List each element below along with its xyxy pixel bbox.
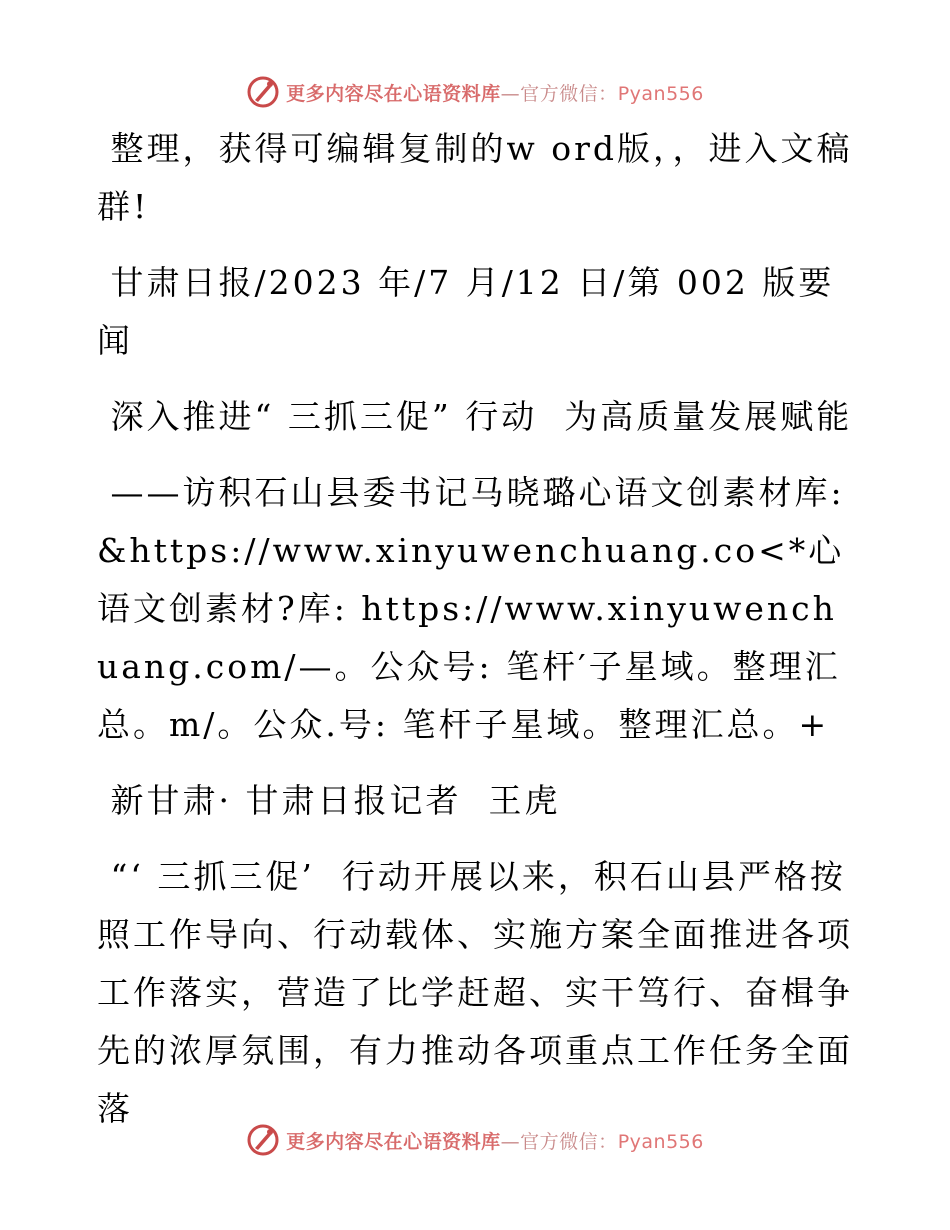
watermark-separator: — — [500, 82, 521, 105]
watermark-separator: — — [500, 1130, 521, 1153]
watermark-text — [286, 1127, 704, 1154]
brush-circle-logo-icon — [246, 1123, 280, 1157]
paragraph-intro: 整理，获得可编辑复制的w ord版，，进入文稿群! — [97, 129, 853, 226]
brush-circle-logo-icon — [246, 75, 280, 109]
watermark-wechat-label: 官方微信： — [520, 1130, 618, 1153]
watermark-wechat-id: Pyan556 — [617, 1130, 704, 1153]
article-title: 深入推进“ 三抓三促” 行动 为高质量发展赋能 — [97, 397, 853, 436]
header-watermark — [0, 72, 950, 112]
watermark-brand: 更多内容尽在心语资料库 — [286, 1130, 501, 1153]
watermark-wechat-id: Pyan556 — [617, 82, 704, 105]
watermark-text — [286, 79, 704, 106]
footer-watermark — [0, 1120, 950, 1160]
paragraph-source-line: 甘肃日报/2023 年/7 月/12 日/第 002 版要闻 — [97, 263, 835, 360]
watermark-brand: 更多内容尽在心语资料库 — [286, 82, 501, 105]
article-byline: 新甘肃· 甘肃日报记者 王虎 — [97, 781, 561, 820]
article-subtitle: ——访积石山县委书记马晓璐心语文创素材库: &https://www.xinyuwenchuang.co<*心语文创素材?库: https://www.xinyuwenchuang.com/—。公众号: 笔杆′子星域。整理汇总。m/。公众.号: 笔杆子星域。整理汇总。+ — [97, 473, 859, 744]
document-body — [97, 120, 857, 1156]
article-body-paragraph: “‘ 三抓三促’ 行动开展以来，积石山县严格按照工作导向、行动载体、实施方案全面推进各项工作落实，营造了比学赶超、实干笃行、奋楫争先的浓厚氛围，有力推动各项重点工作任务全面落 — [97, 857, 853, 1128]
watermark-wechat-label: 官方微信： — [520, 82, 618, 105]
